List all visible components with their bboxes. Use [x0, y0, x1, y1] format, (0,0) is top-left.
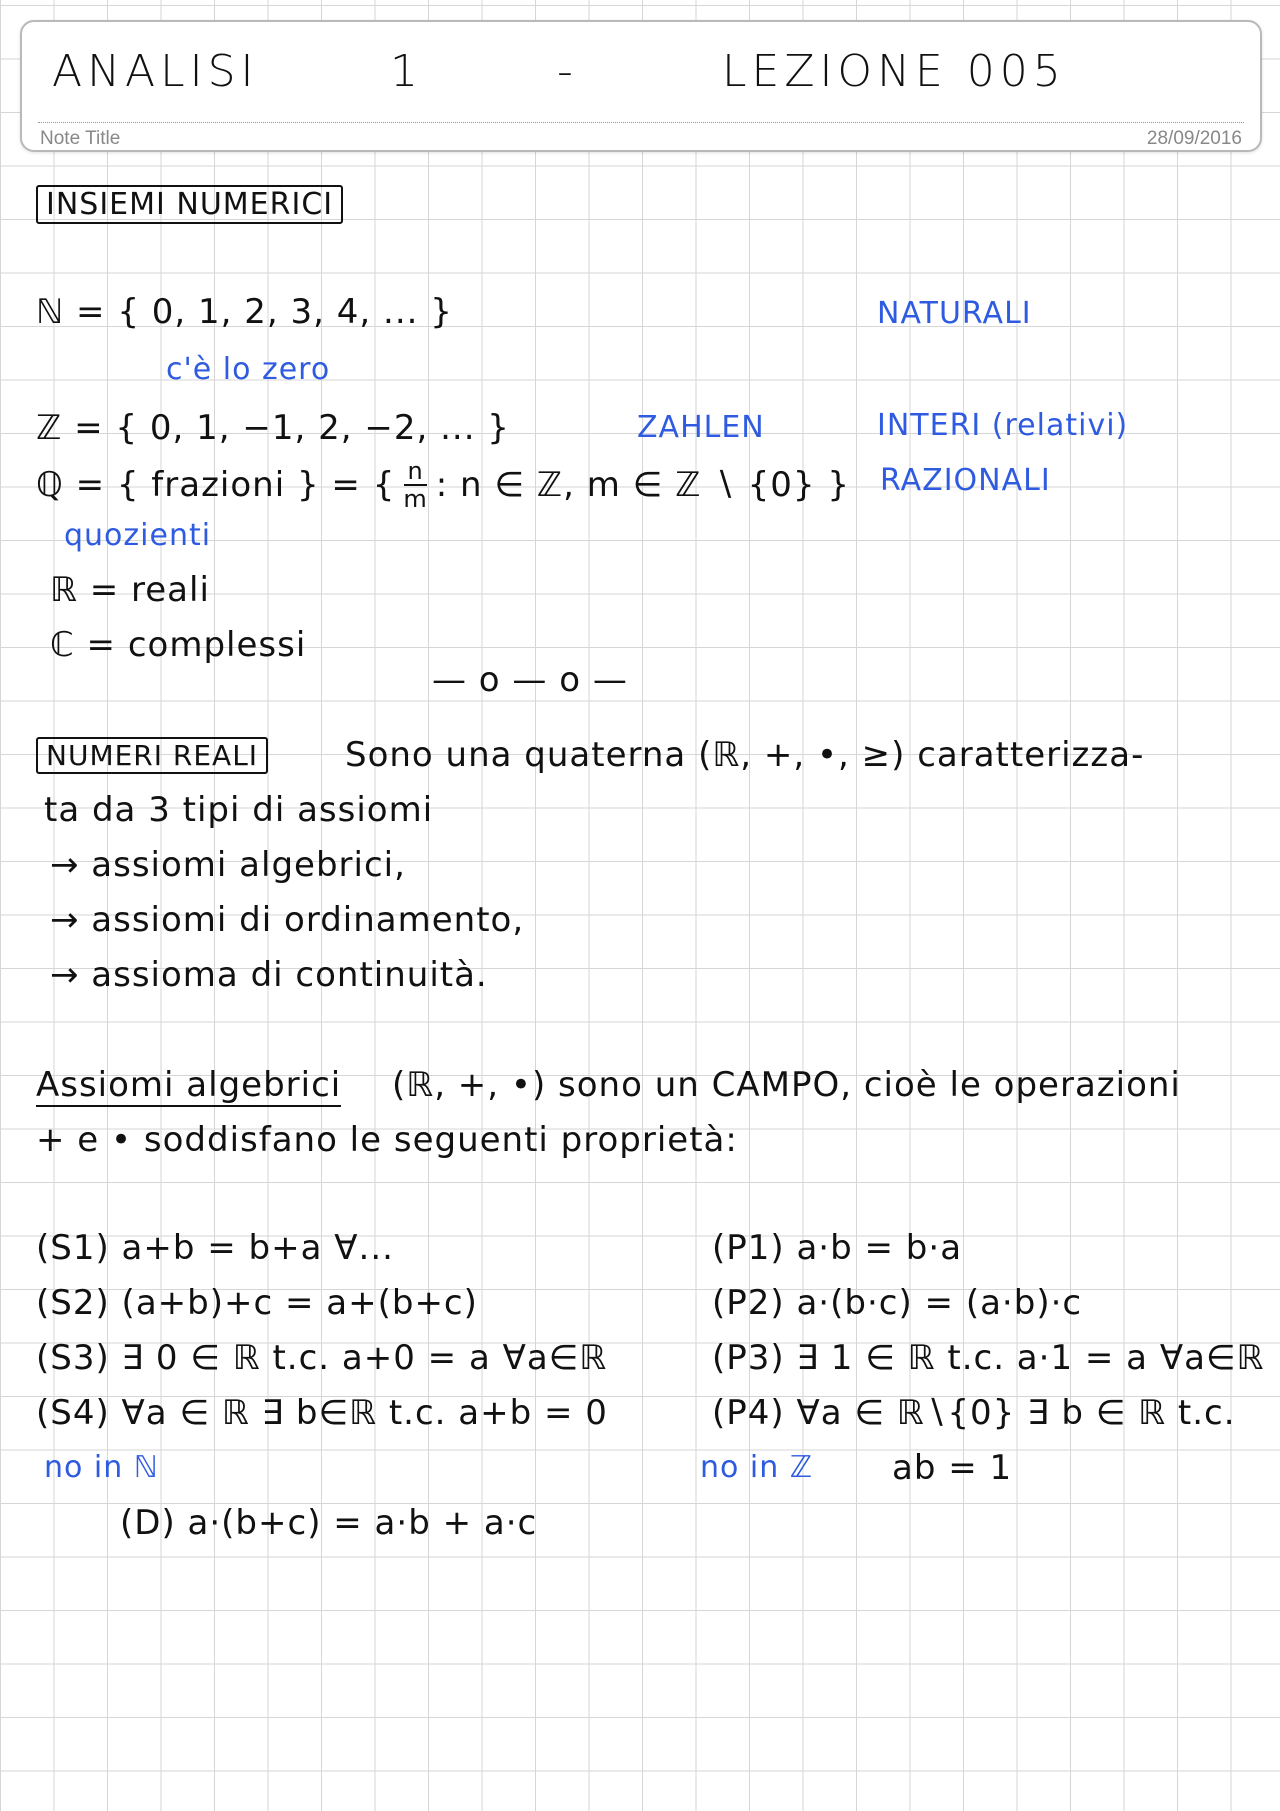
title-dash: -	[557, 46, 578, 97]
complex-definition: ℂ = complessi	[50, 625, 307, 665]
note-date: 28/09/2016	[1146, 128, 1242, 149]
axiom-s3: (S3) ∃ 0 ∈ ℝ t.c. a+0 = a ∀a∈ℝ	[36, 1338, 608, 1378]
rationals-def-start: ℚ = { frazioni } = {	[36, 465, 396, 505]
rationals-def-end: : n ∈ ℤ, m ∈ ℤ ∖ {0} }	[435, 465, 850, 505]
integers-definition: ℤ = { 0, 1, −1, 2, −2, ... }	[36, 408, 510, 448]
fraction-numerator: n	[404, 458, 426, 486]
axiom-type-order: → assiomi di ordinamento,	[50, 900, 525, 940]
axiom-p1: (P1) a·b = b·a	[712, 1228, 963, 1268]
reali-intro-line2: ta da 3 tipi di assiomi	[44, 790, 434, 830]
reals-definition: ℝ = reali	[50, 570, 210, 610]
naturals-label: NATURALI	[877, 296, 1032, 331]
naturals-note: c'è lo zero	[166, 352, 331, 387]
section-heading-reali: NUMERI REALI	[36, 737, 268, 774]
rationals-note: quozienti	[64, 518, 212, 553]
note-title-label: Note Title	[40, 128, 121, 149]
section-separator: — o — o —	[432, 660, 628, 700]
integers-label: INTERI (relativi)	[877, 408, 1129, 443]
note-header	[20, 20, 1262, 152]
axiom-type-continuity: → assioma di continuità.	[50, 955, 488, 995]
lesson-title: LEZIONE 005	[722, 46, 1066, 97]
axiom-s2: (S2) (a+b)+c = a+(b+c)	[36, 1283, 478, 1323]
integers-word: ZAHLEN	[637, 410, 765, 445]
s4-note: no in ℕ	[44, 1450, 159, 1485]
naturals-definition: ℕ = { 0, 1, 2, 3, 4, ... }	[36, 292, 453, 332]
axiom-p3: (P3) ∃ 1 ∈ ℝ t.c. a·1 = a ∀a∈ℝ	[712, 1338, 1265, 1378]
p4-note: no in ℤ	[700, 1450, 814, 1485]
axiom-p2: (P2) a·(b·c) = (a·b)·c	[712, 1283, 1083, 1323]
axiom-p4: (P4) ∀a ∈ ℝ∖{0} ∃ b ∈ ℝ t.c.	[712, 1393, 1236, 1433]
algebrici-line2: + e • soddisfano le seguenti proprietà:	[36, 1120, 738, 1160]
fraction-denominator: m	[403, 485, 428, 513]
section-heading-algebrici: Assiomi algebrici	[36, 1065, 342, 1105]
p4-result: ab = 1	[892, 1448, 1013, 1488]
rationals-label: RAZIONALI	[880, 463, 1051, 498]
course-number: 1	[390, 46, 423, 97]
axiom-s4: (S4) ∀a ∈ ℝ ∃ b∈ℝ t.c. a+b = 0	[36, 1393, 608, 1433]
course-title: ANALISI	[52, 46, 259, 97]
axiom-s1: (S1) a+b = b+a ∀...	[36, 1228, 394, 1268]
algebrici-line1: (ℝ, +, •) sono un CAMPO, cioè le operazioni	[392, 1065, 1181, 1105]
header-divider	[38, 122, 1244, 123]
section-heading-insiemi: INSIEMI NUMERICI	[36, 185, 343, 224]
rationals-fraction	[403, 458, 427, 512]
rationals-definition	[36, 458, 850, 512]
axiom-type-algebraic: → assiomi algebrici,	[50, 845, 406, 885]
reali-intro-line1: Sono una quaterna (ℝ, +, •, ≥) caratterizza-	[345, 735, 1145, 775]
axiom-distributive: (D) a·(b+c) = a·b + a·c	[120, 1503, 538, 1543]
